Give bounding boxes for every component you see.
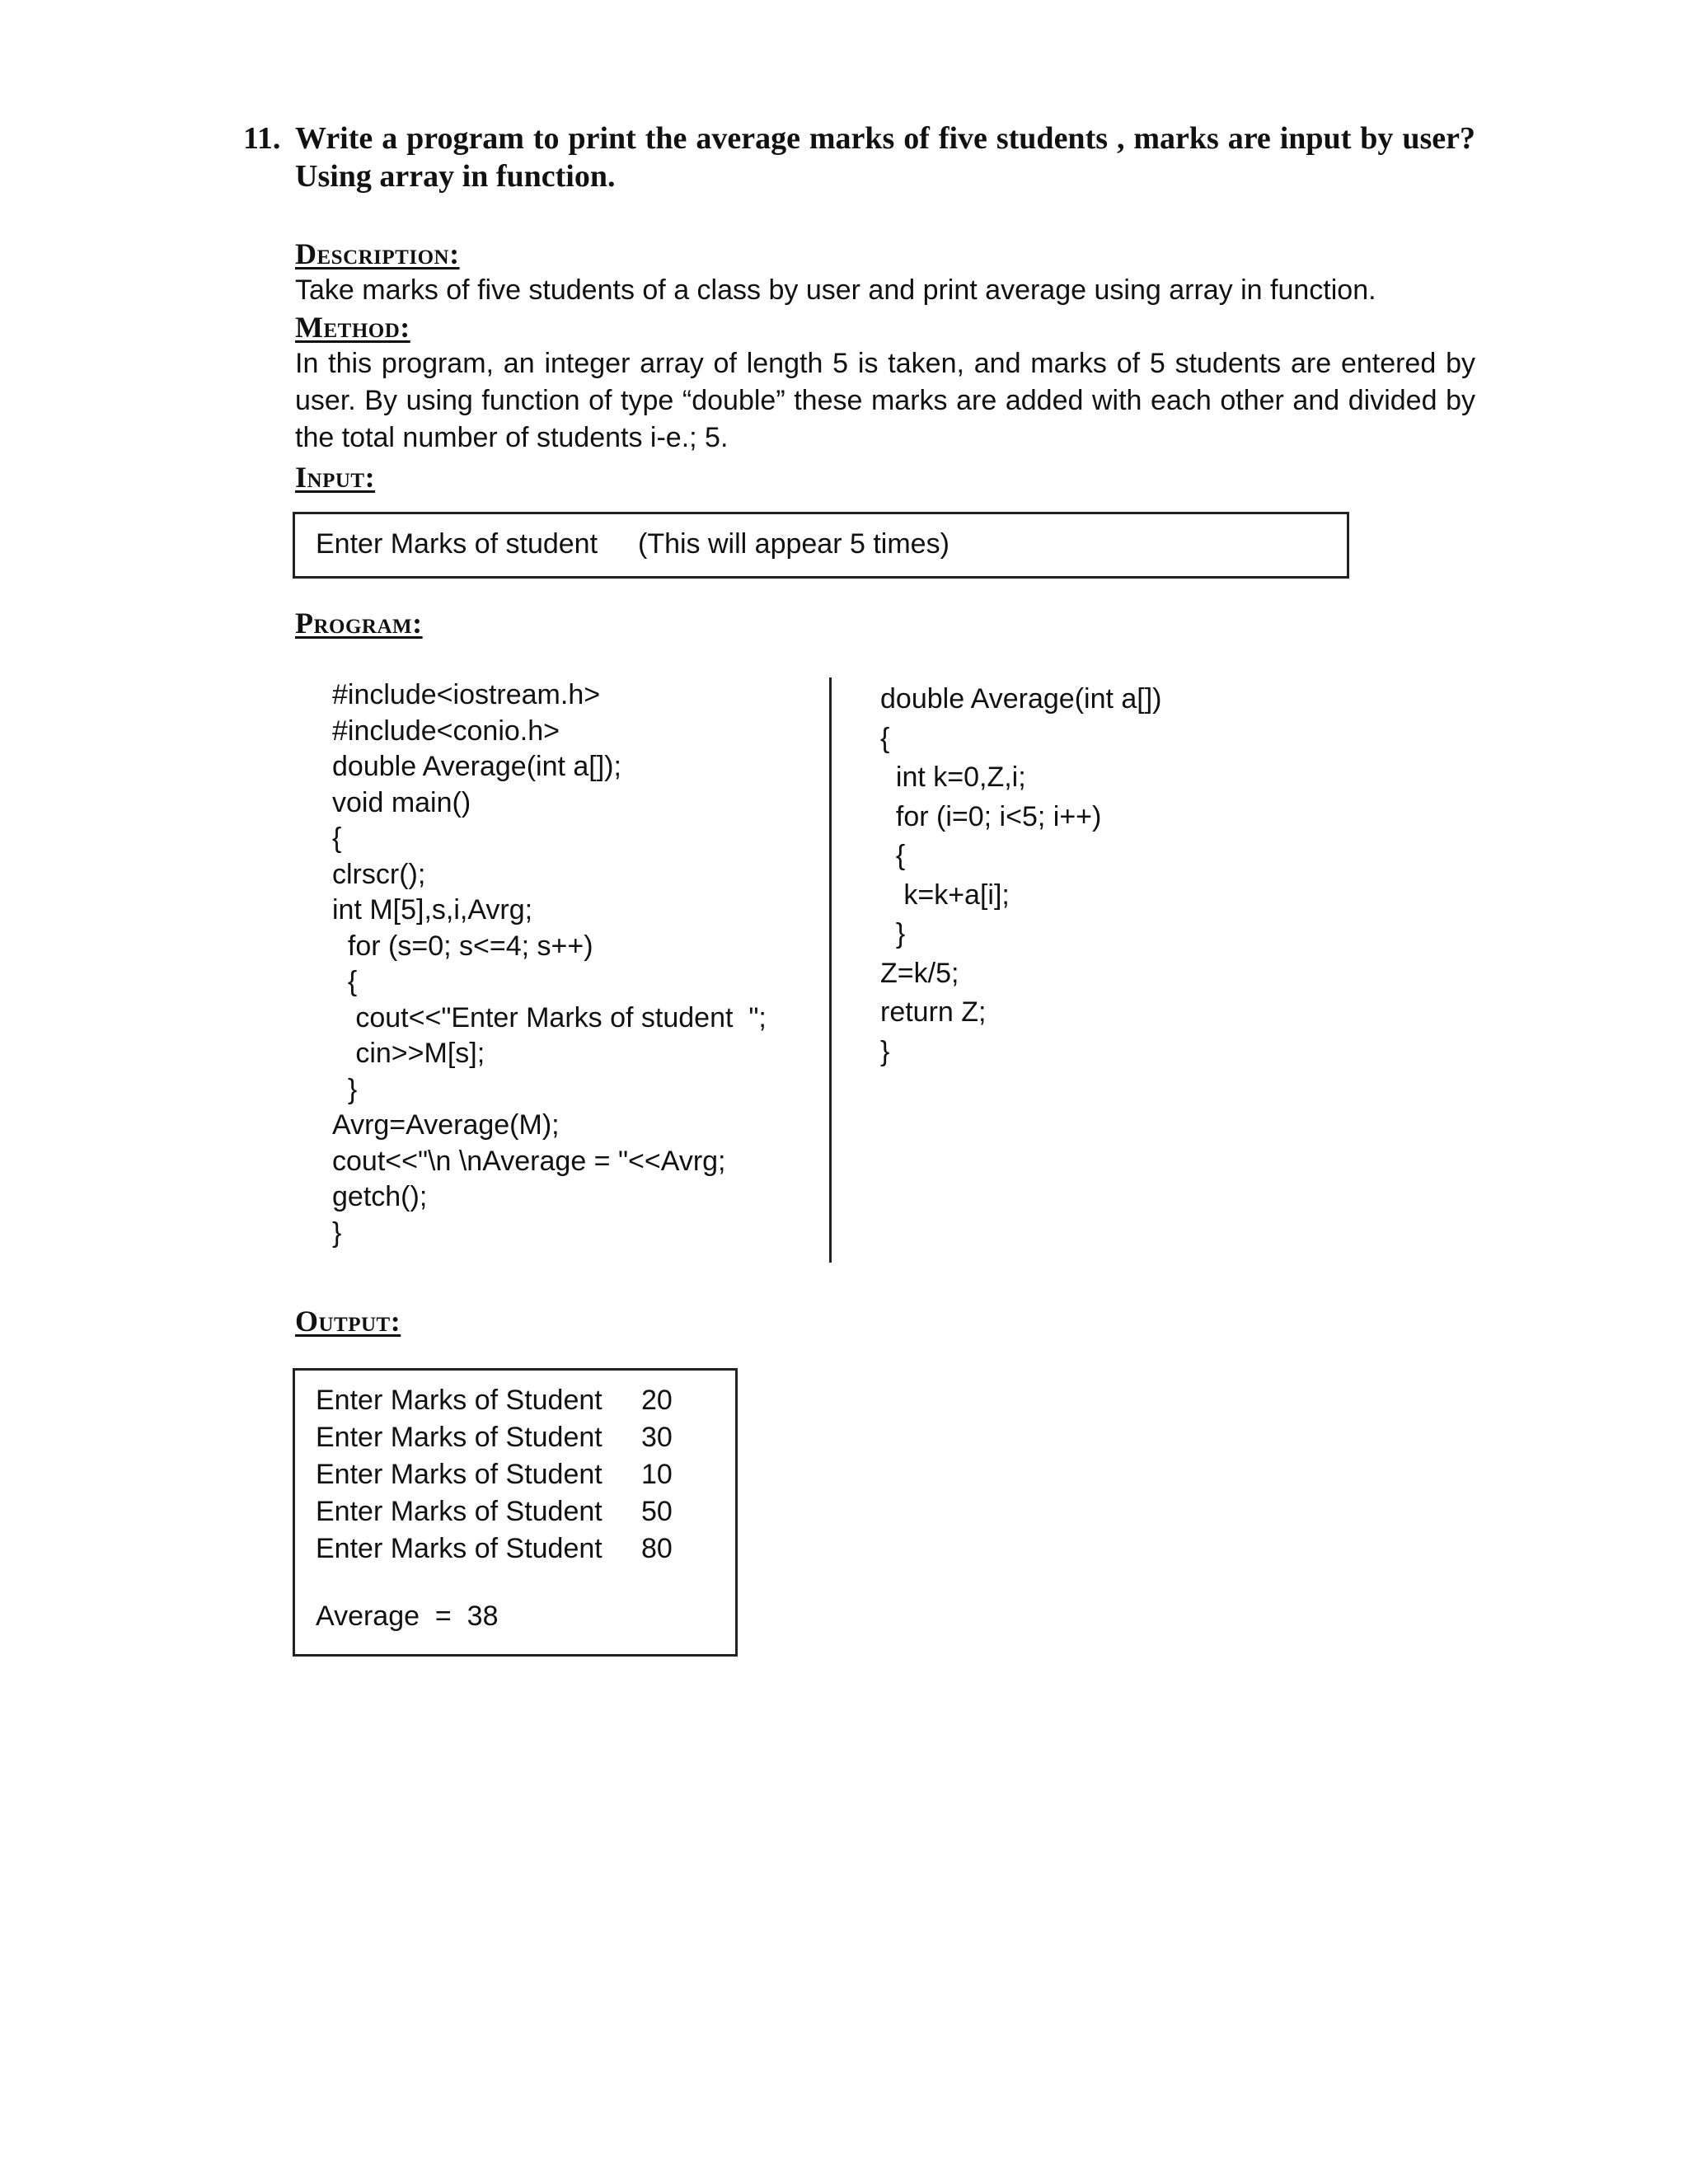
code-line: cout<<"\n \nAverage = "<<Avrg;: [332, 1145, 726, 1177]
method-heading: Method:: [295, 311, 410, 344]
code-line: {: [880, 722, 890, 754]
output-row-label: Enter Marks of Student: [316, 1385, 603, 1416]
column-divider: [829, 677, 832, 1263]
output-row-value: 80: [641, 1533, 673, 1564]
code-line: {: [880, 840, 906, 871]
output-row-label: Enter Marks of Student: [316, 1496, 603, 1527]
input-note: (This will appear 5 times): [638, 528, 950, 560]
output-row: [316, 1382, 673, 1419]
code-line: void main(): [332, 786, 471, 818]
input-box: [293, 512, 1349, 579]
code-line: return Z;: [880, 996, 987, 1028]
input-heading: Input:: [295, 461, 376, 494]
output-average: Average = 38: [316, 1601, 499, 1632]
code-line: Avrg=Average(M);: [332, 1109, 560, 1141]
code-line: Z=k/5;: [880, 957, 959, 989]
code-line: cin>>M[s];: [332, 1038, 485, 1069]
output-row: [316, 1419, 673, 1456]
code-line: for (i=0; i<5; i++): [880, 800, 1102, 832]
program-heading: Program:: [295, 607, 423, 640]
output-box: [293, 1368, 738, 1657]
code-line: {: [332, 823, 342, 854]
code-line: }: [880, 1035, 890, 1067]
output-row-value: 10: [641, 1459, 673, 1490]
question-number: 11.: [243, 121, 281, 156]
code-line: double Average(int a[]): [880, 683, 1162, 715]
code-line: double Average(int a[]);: [332, 751, 621, 782]
code-line: int k=0,Z,i;: [880, 762, 1026, 793]
question-text: Write a program to print the average marks of five students , marks are input by user? Using array in function.: [295, 121, 1475, 194]
output-row-label: Enter Marks of Student: [316, 1459, 603, 1490]
code-line: #include<iostream.h>: [332, 679, 601, 710]
code-line: }: [880, 918, 906, 949]
code-line: clrscr();: [332, 858, 426, 890]
description-heading: Description:: [295, 237, 460, 270]
code-line: }: [332, 1216, 342, 1249]
output-row-value: 50: [641, 1496, 673, 1527]
output-heading: Output:: [295, 1305, 401, 1338]
code-line: getch();: [332, 1181, 428, 1212]
output-row-label: Enter Marks of Student: [316, 1533, 603, 1564]
code-line: cout<<"Enter Marks of student ";: [332, 1001, 767, 1033]
main-program-code: [332, 677, 767, 1251]
method-text: In this program, an integer array of length 5 is taken, and marks of 5 students are entered by user. By using function of type “double” these marks are added with each other and divided by the total number of students i-e.; 5.: [295, 348, 1475, 453]
output-row: [316, 1493, 673, 1530]
description-text: Take marks of five students of a class by user and print average using array in function.: [295, 274, 1376, 306]
output-row-value: 20: [641, 1385, 673, 1416]
output-row-label: Enter Marks of Student: [316, 1422, 603, 1453]
output-row: [316, 1530, 673, 1568]
average-function-code: [880, 680, 1162, 1071]
output-row-value: 30: [641, 1422, 673, 1453]
code-line: }: [332, 1073, 358, 1105]
output-rows: [316, 1382, 673, 1568]
code-line: for (s=0; s<=4; s++): [332, 930, 593, 962]
input-prompt: Enter Marks of student: [316, 528, 598, 560]
code-line: int M[5],s,i,Avrg;: [332, 894, 533, 926]
code-line: k=k+a[i];: [880, 879, 1010, 911]
output-row: [316, 1456, 673, 1493]
code-line: {: [332, 966, 358, 997]
code-line: #include<conio.h>: [332, 715, 560, 747]
